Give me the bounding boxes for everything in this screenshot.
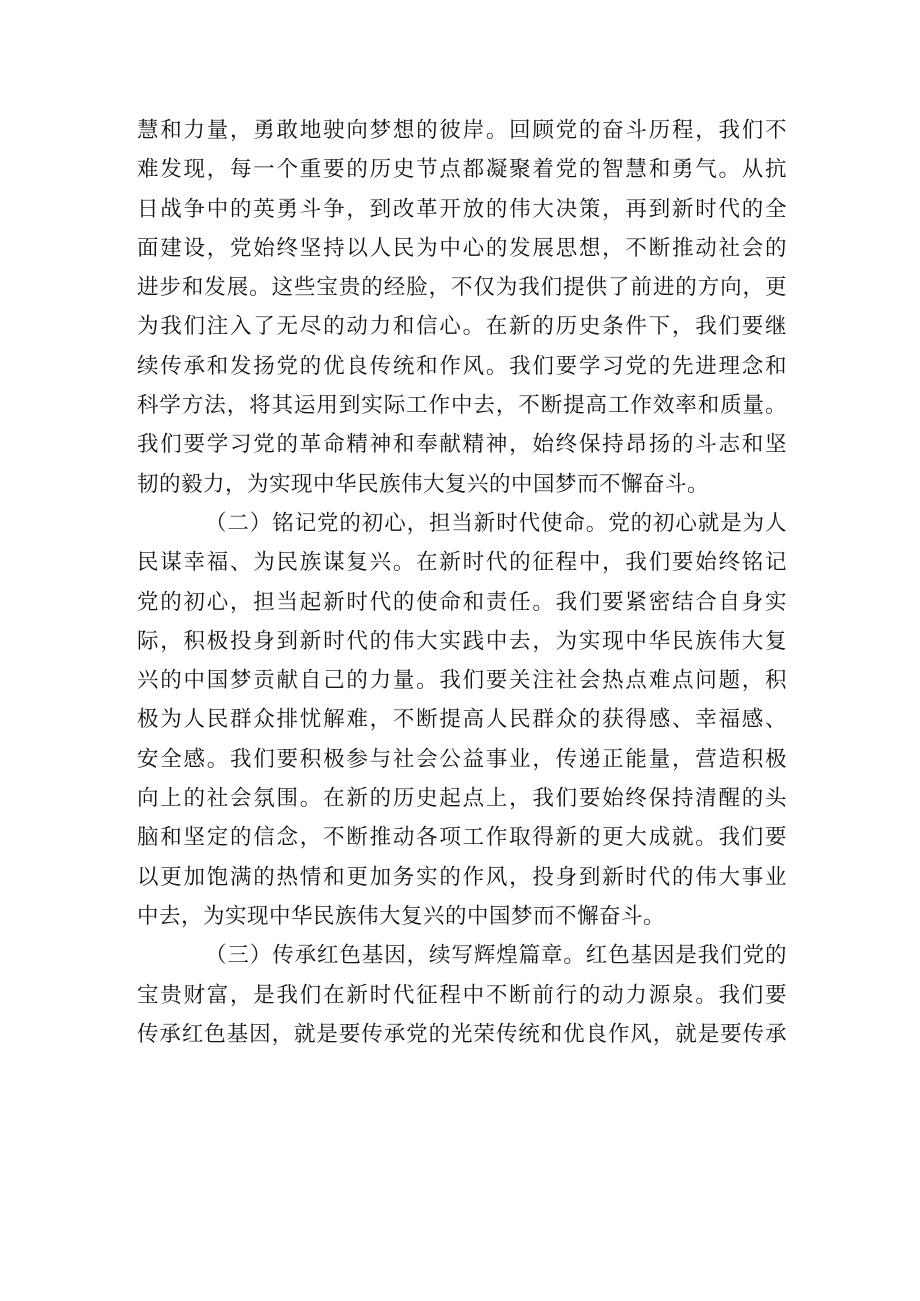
text-line: 进步和发展。这些宝贵的经脸，不仅为我们提供了前进的方向，更 [137,275,787,301]
text-line: 日战争中的英勇斗争，到改革开放的伟大决策，再到新时代的全 [137,196,787,222]
text-line: 安全感。我们要积极参与社会公益事业，传递正能量，营造积极 [137,746,787,772]
text-line: 兴的中国梦贡献自己的力量。我们要关注社会热点难点问题，积 [137,668,787,694]
document-body [137,111,787,1054]
text-line: 宝贵财富，是我们在新时代征程中不断前行的动力源泉。我们要 [137,982,787,1008]
text-line: 面建设，党始终坚持以人民为中心的发展思想，不断推动社会的 [137,235,787,261]
text-line: 党的初心，担当起新时代的使命和责任。我们要紧密结合自身实 [137,589,787,615]
text-line: 韧的毅力，为实现中华民族伟大复兴的中国梦而不懈奋斗。 [137,471,710,497]
text-line: 民谋幸福、为民族谋复兴。在新时代的征程中，我们要始终铭记 [137,550,787,576]
text-line: 极为人民群众排忧解难，不断提高人民群众的获得感、幸福感、 [137,707,787,733]
text-line: 我们要学习党的革命精神和奉献精神，始终保持昂扬的斗志和坚 [137,432,787,458]
text-line: 慧和力量，勇敢地驶向梦想的彼岸。回顾党的奋斗历程，我们不 [137,118,787,143]
paragraph-heading-line: （三）传承红色基因，续写辉煌篇章。红色基因是我们党的 [205,943,787,969]
text-line: 以更加饱满的热情和更加务实的作风，投身到新时代的伟大事业 [137,864,787,890]
text-line: 中去，为实现中华民族伟大复兴的中国梦而不懈奋斗。 [137,903,666,929]
text-line: 传承红色基因，就是要传承党的光荣传统和优良作风，就是要传承 [137,1021,787,1047]
text-line: 际，积极投身到新时代的伟大实践中去，为实现中华民族伟大复 [137,628,787,654]
text-line: 续传承和发扬党的优良传统和作风。我们要学习党的先进理念和 [137,353,787,379]
text-line: 为我们注入了无尽的动力和信心。在新的历史条件下，我们要继 [137,314,787,340]
text-line: 向上的社会氛围。在新的历史起点上，我们要始终保持清醒的头 [137,786,787,812]
paragraph-heading-line: （二）铭记党的初心，担当新时代使命。党的初心就是为人 [205,510,787,536]
text-line: 脑和坚定的信念，不断推动各项工作取得新的更大成就。我们要 [137,825,787,851]
text-line: 科学方法，将其运用到实际工作中去，不断提高工作效率和质量。 [137,393,787,419]
text-line: 难发现，每一个重要的历史节点都凝聚着党的智慧和勇气。从抗 [137,157,787,183]
